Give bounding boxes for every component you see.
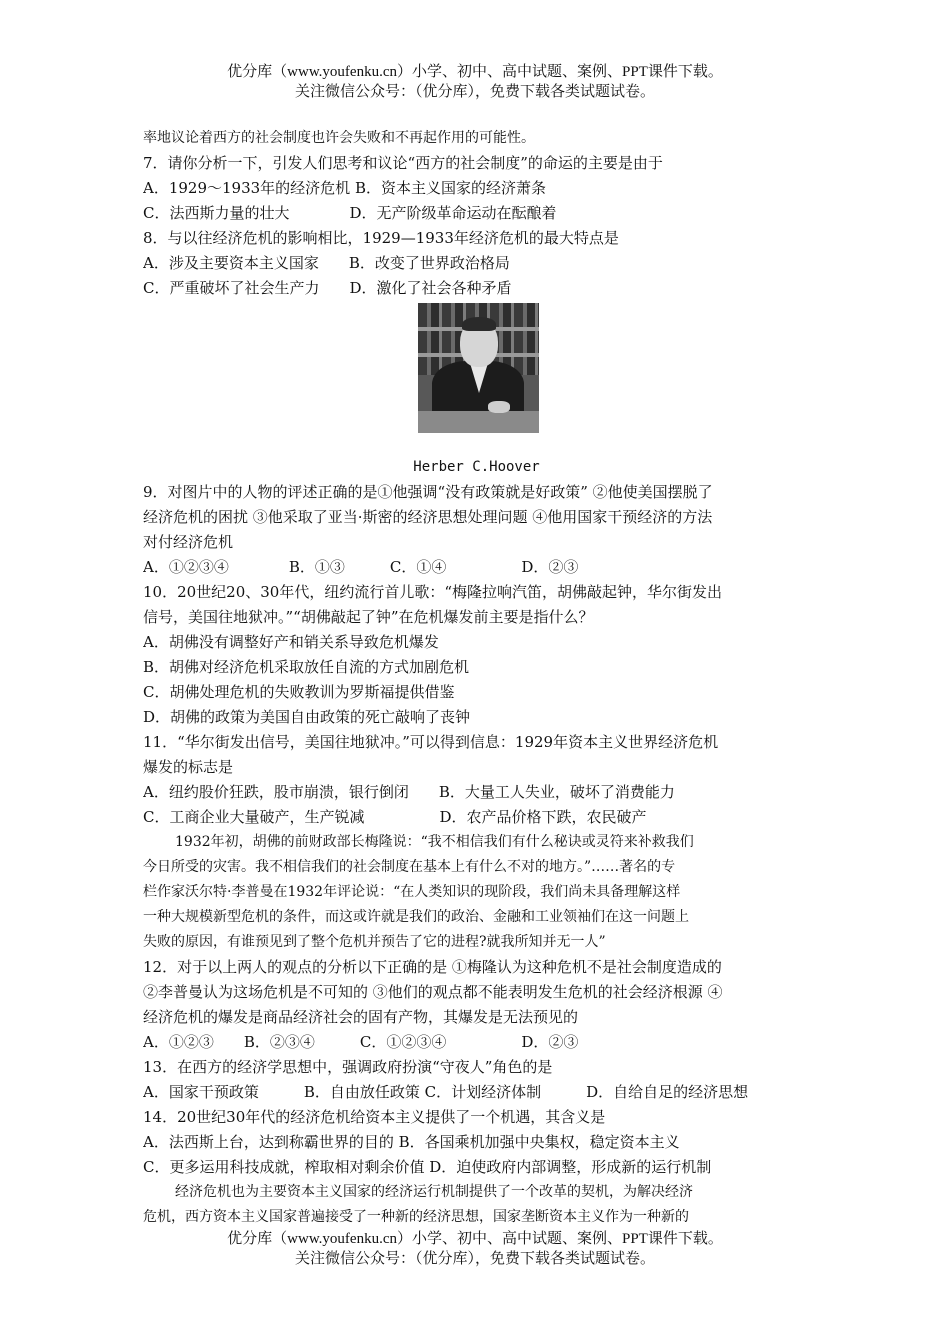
page-footer	[0, 1229, 950, 1269]
photo-block	[143, 301, 810, 455]
q14-options-1: A．法西斯上台，达到称霸世界的目的 B．各国乘机加强中央集权，稳定资本主义	[143, 1133, 680, 1151]
question-9	[143, 480, 810, 580]
question-8	[143, 226, 810, 301]
q12-options: A．①②③ B．②③④ C．①②③④ D．②③	[143, 1033, 579, 1051]
material-passage-1	[143, 830, 810, 955]
q7-stem: 7．请你分析一下，引发人们思考和议论“西方的社会制度”的命运的主要是由于	[143, 154, 663, 172]
q9-line-1: 9．对图片中的人物的评述正确的是①他强调“没有政策就是好政策” ②他使美国摆脱了	[143, 483, 713, 501]
question-13	[143, 1055, 810, 1105]
q11-options-1: A．纽约股价狂跌，股市崩溃，银行倒闭 B．大量工人失业，破坏了消费能力	[143, 783, 675, 801]
q8-stem: 8．与以往经济危机的影响相比，1929—1933年经济危机的最大特点是	[143, 229, 619, 247]
q11-line-1: 11．“华尔街发出信号，美国往地狱冲。”可以得到信息：1929年资本主义世界经济危机	[143, 733, 719, 751]
question-11	[143, 730, 810, 830]
photo-caption: Herber C.Hoover	[413, 459, 540, 475]
question-14	[143, 1105, 810, 1180]
page-header	[0, 62, 950, 102]
q12-line-2: ②李普曼认为这场危机是不可知的 ③他们的观点都不能表明发生危机的社会经济根源 ④	[143, 983, 723, 1001]
intro-line: 率地议论着西方的社会制度也许会失败和不再起作用的可能性。	[143, 130, 535, 146]
q10-option-b: B．胡佛对经济危机采取放任自流的方式加剧危机	[143, 658, 470, 676]
question-7	[143, 151, 810, 226]
footer-line-1: 优分库（www.youfenku.cn）小学、初中、高中试题、案例、PPT课件下载。	[227, 1231, 723, 1247]
q7-options-1: A．1929～1933年的经济危机 B．资本主义国家的经济萧条	[143, 179, 546, 197]
header-line-2: 关注微信公众号：（优分库），免费下载各类试题试卷。	[294, 84, 655, 100]
q10-option-d: D．胡佛的政策为美国自由政策的死亡敲响了丧钟	[143, 708, 471, 726]
material1-line-5: 失败的原因，有谁预见到了整个危机并预告了它的进程?就我所知并无一人”	[143, 934, 606, 950]
q14-options-2: C．更多运用科技成就，榨取相对剩余价值 D．迫使政府内部调整，形成新的运行机制	[143, 1158, 712, 1176]
q13-stem: 13．在西方的经济学思想中，强调政府扮演“守夜人”角色的是	[143, 1058, 553, 1076]
q8-options-1: A．涉及主要资本主义国家 B．改变了世界政治格局	[143, 254, 510, 272]
material1-line-2: 今日所受的灾害。我不相信我们的社会制度在基本上有什么不对的地方。”……著名的专	[143, 859, 676, 875]
question-12	[143, 955, 810, 1055]
q11-line-2: 爆发的标志是	[143, 758, 234, 776]
material1-line-3: 栏作家沃尔特·李普曼在1932年评论说：“在人类知识的现阶段，我们尚未具备理解这样	[143, 884, 681, 900]
q12-line-1: 12．对于以上两人的观点的分析以下正确的是 ①梅隆认为这种危机不是社会制度造成的	[143, 958, 722, 976]
question-10	[143, 580, 810, 730]
q10-line-2: 信号，美国往地狱冲。”“胡佛敲起了钟”在危机爆发前主要是指什么？	[143, 608, 594, 626]
footer-line-2: 关注微信公众号：（优分库），免费下载各类试题试卷。	[294, 1251, 655, 1267]
q14-stem: 14．20世纪30年代的经济危机给资本主义提供了一个机遇，其含义是	[143, 1108, 606, 1126]
q9-line-2: 经济危机的困扰 ③他采取了亚当·斯密的经济思想处理问题 ④他用国家干预经济的方法	[143, 508, 713, 526]
q12-line-3: 经济危机的爆发是商品经济社会的固有产物，其爆发是无法预见的	[143, 1008, 579, 1026]
q7-options-2: C．法西斯力量的壮大 D．无产阶级革命运动在酝酿着	[143, 204, 557, 222]
q10-option-a: A．胡佛没有调整好产和销关系导致危机爆发	[143, 633, 439, 651]
hoover-photo	[418, 303, 539, 433]
material2-line-1: 经济危机也为主要资本主义国家的经济运行机制提供了一个改革的契机，为解决经济	[175, 1184, 693, 1200]
q8-options-2: C．严重破坏了社会生产力 D．激化了社会各种矛盾	[143, 279, 512, 297]
q10-line-1: 10．20世纪20、30年代，纽约流行首儿歌：“梅隆拉响汽笛，胡佛敲起钟，华尔街发出	[143, 583, 723, 601]
q13-options: A．国家干预政策 B．自由放任政策 C．计划经济体制 D．自给自足的经济思想	[143, 1083, 749, 1101]
material-passage-2	[143, 1180, 810, 1230]
document-body	[143, 126, 810, 1230]
header-line-1: 优分库（www.youfenku.cn）小学、初中、高中试题、案例、PPT课件下载。	[227, 64, 723, 80]
material2-line-2: 危机，西方资本主义国家普遍接受了一种新的经济思想，国家垄断资本主义作为一种新的	[143, 1209, 689, 1225]
q9-options: A．①②③④ B．①③ C．①④ D．②③	[143, 558, 579, 576]
q9-line-3: 对付经济危机	[143, 533, 234, 551]
material1-line-1: 1932年初，胡佛的前财政部长梅隆说：“我不相信我们有什么秘诀或灵符来补救我们	[175, 834, 694, 850]
q10-option-c: C．胡佛处理危机的失败教训为罗斯福提供借鉴	[143, 683, 455, 701]
q11-options-2: C．工商企业大量破产，生产锐减 D．农产品价格下跌，农民破产	[143, 808, 647, 826]
material1-line-4: 一种大规模新型危机的条件，而这或许就是我们的政治、金融和工业领袖们在这一问题上	[143, 909, 689, 925]
